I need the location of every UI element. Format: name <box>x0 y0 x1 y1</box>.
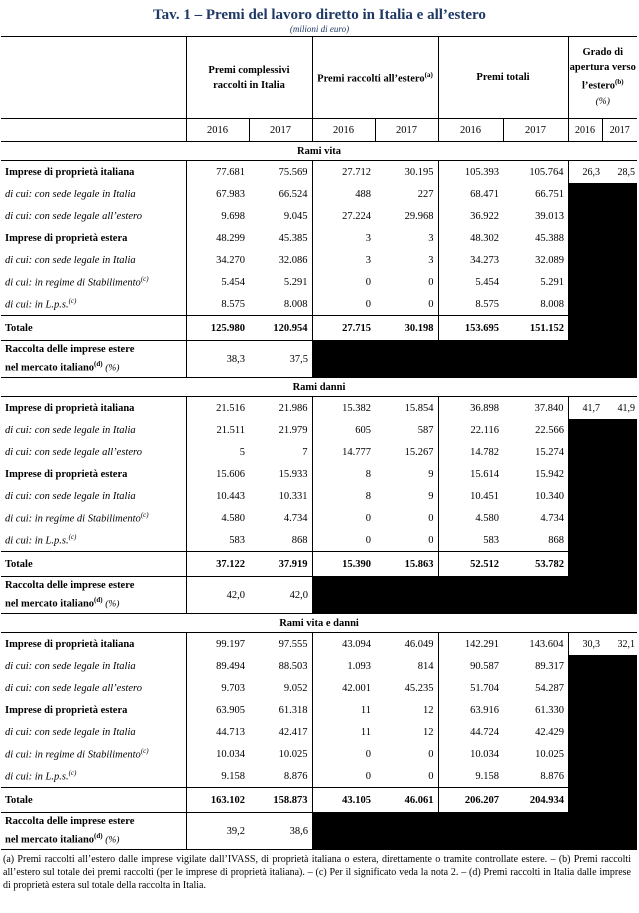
value-cell: 10.340 <box>535 490 565 502</box>
raccolta-row <box>1 577 637 614</box>
value-cell: 5.291 <box>283 276 308 288</box>
total-cell: 204.934 <box>503 788 568 813</box>
value-cell: 68.471 <box>438 183 503 205</box>
value-cell: 42.417 <box>278 726 308 738</box>
raccolta-cell: 37,5 <box>249 341 312 378</box>
value-cell: 143.604 <box>529 638 564 650</box>
row-label: di cui: con sede legale in Italia <box>5 660 136 672</box>
row-label: Imprese di proprietà italiana <box>5 166 135 178</box>
year-header-blank <box>1 119 186 142</box>
blackout-cell <box>312 577 568 614</box>
table-row <box>1 205 637 227</box>
value-cell: 12 <box>423 726 434 738</box>
value-cell: 3 <box>312 249 375 271</box>
table-row <box>1 677 637 699</box>
total-cell: 52.512 <box>438 552 503 577</box>
value-cell: 10.443 <box>186 485 249 507</box>
row-label: di cui: con sede legale in Italia <box>5 424 136 436</box>
value-cell: 0 <box>312 271 375 293</box>
value-cell: 0 <box>428 534 434 546</box>
total-row <box>1 552 637 577</box>
value-cell: 10.025 <box>278 748 308 760</box>
value-cell: 37.840 <box>534 402 564 414</box>
value-cell: 488 <box>312 183 375 205</box>
table-row <box>1 161 637 184</box>
value-cell: 42.429 <box>535 726 565 738</box>
year-header-row <box>1 119 637 142</box>
value-cell: 34.270 <box>186 249 249 271</box>
value-cell: 0 <box>312 293 375 316</box>
row-label: di cui: in regime di Stabilimento$^{(c)}$ <box>5 511 149 525</box>
value-cell: 32.089 <box>535 254 565 266</box>
value-cell: 9.158 <box>186 765 249 788</box>
value-cell: 0 <box>428 770 434 782</box>
row-label: di cui: in L.p.s.$^{(c)}$ <box>5 533 77 547</box>
value-cell: 0 <box>428 298 434 310</box>
value-cell: 105.764 <box>529 166 564 178</box>
value-cell: 5 <box>186 441 249 463</box>
value-cell: 10.331 <box>278 490 308 502</box>
value-cell: 8.876 <box>540 770 565 782</box>
year-header-cell: 2016 <box>186 119 249 142</box>
table-subtitle: (milioni di euro) <box>289 24 350 34</box>
grado-cell: 32,1 <box>617 638 636 650</box>
value-cell: 15.267 <box>404 446 434 458</box>
value-cell: 8.008 <box>540 298 565 310</box>
value-cell: 32.086 <box>278 254 308 266</box>
value-cell: 4.734 <box>283 512 308 524</box>
grado-cell: 28,5 <box>617 166 636 178</box>
value-cell: 4.734 <box>540 512 565 524</box>
year-header-cell: 2016 <box>438 119 503 142</box>
value-cell: 61.318 <box>278 704 308 716</box>
premi-table <box>1 36 637 850</box>
total-row <box>1 316 637 341</box>
total-cell: 53.782 <box>503 552 568 577</box>
value-cell: 75.569 <box>278 166 308 178</box>
table-row <box>1 765 637 788</box>
value-cell: 3 <box>312 227 375 249</box>
raccolta-cell: 42,0 <box>186 577 249 614</box>
total-row <box>1 788 637 813</box>
row-label: di cui: con sede legale in Italia <box>5 188 136 200</box>
table-row <box>1 529 637 552</box>
value-cell: 22.566 <box>535 424 565 436</box>
value-cell: 7 <box>302 446 308 458</box>
value-cell: 89.317 <box>535 660 565 672</box>
value-cell: 10.451 <box>438 485 503 507</box>
value-cell: 14.777 <box>312 441 375 463</box>
value-cell: 0 <box>312 507 375 529</box>
value-cell: 5.454 <box>438 271 503 293</box>
value-cell: 587 <box>417 424 434 436</box>
header-grado-apertura: Grado di apertura verso l’estero$^{(b)}$ (%) <box>568 37 637 119</box>
value-cell: 4.580 <box>438 507 503 529</box>
year-header-cell: 2017 <box>375 119 438 142</box>
grado-cell: 41,9 <box>617 402 636 414</box>
value-cell: 583 <box>186 529 249 552</box>
year-header-cell: 2016 <box>568 119 602 142</box>
value-cell: 15.274 <box>535 446 565 458</box>
section-title: Rami danni <box>1 378 637 397</box>
value-cell: 15.382 <box>312 397 375 420</box>
value-cell: 9.045 <box>283 210 308 222</box>
value-cell: 45.388 <box>535 232 565 244</box>
row-label: di cui: con sede legale in Italia <box>5 254 136 266</box>
value-cell: 21.986 <box>278 402 308 414</box>
value-cell: 14.782 <box>438 441 503 463</box>
table-row <box>1 419 637 441</box>
total-cell: 15.863 <box>375 552 438 577</box>
table-row <box>1 397 637 420</box>
row-label: di cui: in L.p.s.$^{(c)}$ <box>5 769 77 783</box>
value-cell: 227 <box>417 188 434 200</box>
value-cell: 9.158 <box>438 765 503 788</box>
total-cell: 30.198 <box>375 316 438 341</box>
value-cell: 0 <box>428 276 434 288</box>
total-cell: 46.061 <box>375 788 438 813</box>
value-cell: 814 <box>417 660 434 672</box>
value-cell: 0 <box>312 529 375 552</box>
table-body <box>1 142 637 850</box>
value-cell: 43.094 <box>312 633 375 656</box>
header-premi-italia: Premi complessivi raccolti in Italia <box>186 37 312 119</box>
year-header-cell: 2017 <box>602 119 637 142</box>
value-cell: 3 <box>428 232 434 244</box>
value-cell: 63.905 <box>186 699 249 721</box>
table-row <box>1 271 637 293</box>
total-cell: 43.105 <box>312 788 375 813</box>
total-cell: 125.980 <box>186 316 249 341</box>
value-cell: 11 <box>312 721 375 743</box>
value-cell: 583 <box>438 529 503 552</box>
table-row <box>1 507 637 529</box>
value-cell: 27.224 <box>312 205 375 227</box>
table-row <box>1 227 637 249</box>
value-cell: 61.330 <box>535 704 565 716</box>
raccolta-label: Raccolta delle imprese estere nel mercato italiano$^{(d)}$ (%) <box>1 341 186 378</box>
value-cell: 15.933 <box>278 468 308 480</box>
value-cell: 8 <box>312 485 375 507</box>
table-row <box>1 699 637 721</box>
total-cell: 158.873 <box>249 788 312 813</box>
value-cell: 27.712 <box>312 161 375 184</box>
value-cell: 88.503 <box>278 660 308 672</box>
row-label: di cui: con sede legale all’estero <box>5 446 142 458</box>
total-label: Totale <box>1 552 186 577</box>
total-cell: 163.102 <box>186 788 249 813</box>
value-cell: 21.516 <box>186 397 249 420</box>
header-premi-totali: Premi totali <box>438 37 568 119</box>
value-cell: 868 <box>291 534 308 546</box>
grado-cell: 30,3 <box>568 633 602 656</box>
row-label: Imprese di proprietà estera <box>5 704 128 716</box>
value-cell: 48.299 <box>186 227 249 249</box>
row-label: di cui: in regime di Stabilimento$^{(c)}$ <box>5 747 149 761</box>
value-cell: 90.587 <box>438 655 503 677</box>
table-row <box>1 249 637 271</box>
blackout-cell <box>312 813 568 850</box>
value-cell: 10.034 <box>438 743 503 765</box>
header-blank <box>1 37 186 119</box>
value-cell: 8.575 <box>186 293 249 316</box>
total-cell: 120.954 <box>249 316 312 341</box>
section-header-row <box>1 614 637 633</box>
value-cell: 0 <box>428 748 434 760</box>
value-cell: 44.713 <box>186 721 249 743</box>
total-cell: 37.122 <box>186 552 249 577</box>
value-cell: 9 <box>428 490 434 502</box>
value-cell: 15.606 <box>186 463 249 485</box>
row-label: di cui: in L.p.s.$^{(c)}$ <box>5 297 77 311</box>
value-cell: 45.235 <box>404 682 434 694</box>
value-cell: 34.273 <box>438 249 503 271</box>
value-cell: 142.291 <box>438 633 503 656</box>
value-cell: 5.454 <box>186 271 249 293</box>
value-cell: 36.898 <box>438 397 503 420</box>
blackout-cell <box>568 419 637 614</box>
raccolta-cell: 42,0 <box>249 577 312 614</box>
value-cell: 15.854 <box>404 402 434 414</box>
total-label: Totale <box>1 788 186 813</box>
raccolta-label: Raccolta delle imprese estere nel mercato italiano$^{(d)}$ (%) <box>1 813 186 850</box>
value-cell: 97.555 <box>278 638 308 650</box>
value-cell: 10.025 <box>535 748 565 760</box>
blackout-cell <box>568 655 637 850</box>
value-cell: 8.008 <box>283 298 308 310</box>
section-title: Rami vita e danni <box>1 614 637 633</box>
row-label: di cui: in regime di Stabilimento$^{(c)}$ <box>5 275 149 289</box>
value-cell: 66.751 <box>535 188 565 200</box>
value-cell: 36.922 <box>438 205 503 227</box>
grado-cell: 26,3 <box>568 161 602 184</box>
value-cell: 54.287 <box>535 682 565 694</box>
table-title: Tav. 1 – Premi del lavoro diretto in Italia e all’estero <box>153 7 486 23</box>
raccolta-cell: 38,6 <box>249 813 312 850</box>
raccolta-row <box>1 341 637 378</box>
row-label: Imprese di proprietà estera <box>5 232 128 244</box>
table-row <box>1 721 637 743</box>
value-cell: 12 <box>423 704 434 716</box>
value-cell: 51.704 <box>438 677 503 699</box>
total-cell: 15.390 <box>312 552 375 577</box>
year-header-cell: 2017 <box>249 119 312 142</box>
table-row <box>1 633 637 656</box>
raccolta-cell: 38,3 <box>186 341 249 378</box>
value-cell: 22.116 <box>438 419 503 441</box>
value-cell: 29.968 <box>404 210 434 222</box>
header-premi-estero: Premi raccolti all’estero$^{(a)}$ <box>312 37 438 119</box>
total-cell: 37.919 <box>249 552 312 577</box>
value-cell: 67.983 <box>186 183 249 205</box>
value-cell: 10.034 <box>186 743 249 765</box>
value-cell: 77.681 <box>186 161 249 184</box>
value-cell: 5.291 <box>540 276 565 288</box>
value-cell: 4.580 <box>186 507 249 529</box>
year-header-cell: 2016 <box>312 119 375 142</box>
row-label: Imprese di proprietà italiana <box>5 638 135 650</box>
raccolta-cell: 39,2 <box>186 813 249 850</box>
value-cell: 48.302 <box>438 227 503 249</box>
value-cell: 9.703 <box>186 677 249 699</box>
total-cell: 153.695 <box>438 316 503 341</box>
table-row <box>1 655 637 677</box>
row-label: di cui: con sede legale in Italia <box>5 726 136 738</box>
value-cell: 1.093 <box>312 655 375 677</box>
table-row <box>1 441 637 463</box>
blackout-cell <box>312 341 568 378</box>
value-cell: 8.876 <box>283 770 308 782</box>
value-cell: 11 <box>312 699 375 721</box>
grado-cell: 41,7 <box>568 397 602 420</box>
row-label: di cui: con sede legale in Italia <box>5 490 136 502</box>
total-cell: 151.152 <box>503 316 568 341</box>
table-row <box>1 743 637 765</box>
value-cell: 868 <box>548 534 565 546</box>
value-cell: 39.013 <box>535 210 565 222</box>
row-label: di cui: con sede legale all’estero <box>5 210 142 222</box>
value-cell: 9 <box>428 468 434 480</box>
value-cell: 0 <box>428 512 434 524</box>
raccolta-row <box>1 813 637 850</box>
value-cell: 66.524 <box>278 188 308 200</box>
value-cell: 21.979 <box>278 424 308 436</box>
value-cell: 9.052 <box>283 682 308 694</box>
value-cell: 8 <box>312 463 375 485</box>
value-cell: 42.001 <box>312 677 375 699</box>
row-label: di cui: con sede legale all’estero <box>5 682 142 694</box>
total-cell: 206.207 <box>438 788 503 813</box>
value-cell: 89.494 <box>186 655 249 677</box>
value-cell: 105.393 <box>438 161 503 184</box>
value-cell: 8.575 <box>438 293 503 316</box>
table-row <box>1 183 637 205</box>
row-label: Imprese di proprietà estera <box>5 468 128 480</box>
section-header-row <box>1 378 637 397</box>
table-row <box>1 485 637 507</box>
value-cell: 15.614 <box>438 463 503 485</box>
value-cell: 0 <box>312 765 375 788</box>
value-cell: 30.195 <box>404 166 434 178</box>
value-cell: 9.698 <box>186 205 249 227</box>
section-header-row <box>1 142 637 161</box>
value-cell: 46.049 <box>404 638 434 650</box>
total-label: Totale <box>1 316 186 341</box>
value-cell: 3 <box>428 254 434 266</box>
value-cell: 45.385 <box>278 232 308 244</box>
section-title: Rami vita <box>1 142 637 161</box>
footnotes: (a) Premi raccolti all’estero dalle imprese vigilate dall’IVASS, di proprietà italiana o estera, direttamente o tramite controllate estere. – (b) Premi raccolti all’estero sul totale dei premi raccolti (per le imprese di proprietà italiana). – (c) Per il significato veda la nota 2. – (d) Premi raccolti in Italia dalle imprese di proprietà estera sul totale della raccolta in Italia. <box>3 854 631 891</box>
value-cell: 0 <box>312 743 375 765</box>
row-label: Imprese di proprietà italiana <box>5 402 135 414</box>
value-cell: 63.916 <box>438 699 503 721</box>
raccolta-label: Raccolta delle imprese estere nel mercato italiano$^{(d)}$ (%) <box>1 577 186 614</box>
total-cell: 27.715 <box>312 316 375 341</box>
value-cell: 99.197 <box>186 633 249 656</box>
value-cell: 44.724 <box>438 721 503 743</box>
value-cell: 605 <box>312 419 375 441</box>
table-row <box>1 293 637 316</box>
blackout-cell <box>568 183 637 378</box>
value-cell: 21.511 <box>186 419 249 441</box>
table-row <box>1 463 637 485</box>
value-cell: 15.942 <box>535 468 565 480</box>
year-header-cell: 2017 <box>503 119 568 142</box>
